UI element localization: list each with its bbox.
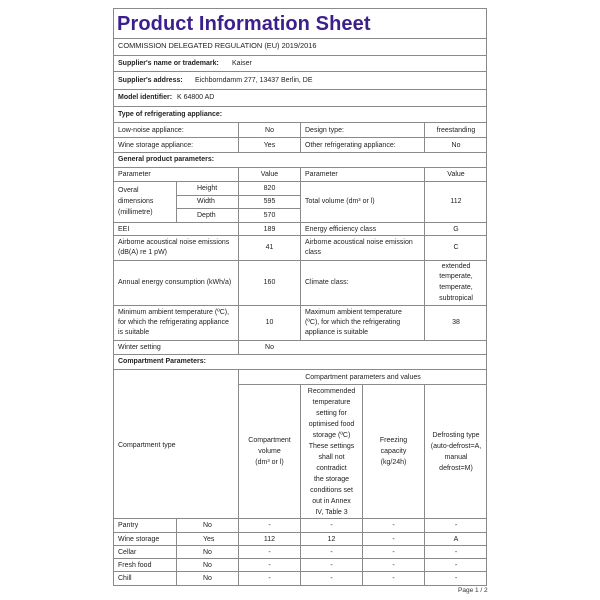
compartment-present: No xyxy=(203,549,212,556)
temp-header-7: contradict xyxy=(316,465,347,472)
energy-consumption-value: 160 xyxy=(263,279,276,286)
compartments-heading: Compartment Parameters: xyxy=(118,358,206,365)
max-temp-value: 38 xyxy=(452,319,460,326)
noise-class-label-2: class xyxy=(305,249,321,256)
compartment-temp: - xyxy=(330,575,333,582)
compartment-group-header: Compartment parameters and values xyxy=(305,374,421,381)
compartment-name: Wine storage xyxy=(118,536,160,543)
volume-header-2: volume xyxy=(258,448,281,455)
total-volume-value: 112 xyxy=(450,198,462,205)
compartment-name: Pantry xyxy=(118,522,139,529)
eei-value: 189 xyxy=(263,226,276,233)
compartment-present: No xyxy=(203,562,212,569)
low-noise-label: Low-noise appliance: xyxy=(118,127,184,134)
compartment-defrost: - xyxy=(454,575,458,582)
temp-header-2: setting for xyxy=(316,410,347,417)
compartment-temp: - xyxy=(330,522,333,529)
wine-storage-label: Wine storage appliance: xyxy=(118,142,194,149)
param-column-header-right: Parameter xyxy=(305,171,338,178)
max-temp-label-2: (ºC), for which the refrigerating xyxy=(305,319,401,326)
page-number: Page 1 / 2 xyxy=(458,587,488,594)
winter-setting-value: No xyxy=(265,344,274,351)
compartment-freezing: - xyxy=(392,522,395,529)
volume-header-1: Compartment xyxy=(248,437,291,444)
compartment-name: Chill xyxy=(118,575,132,582)
supplier-name-label: Supplier's name or trademark: xyxy=(118,60,219,67)
supplier-name-value: Kaiser xyxy=(232,60,252,67)
supplier-address-label: Supplier's address: xyxy=(118,77,183,84)
noise-label-1: Airborne acoustical noise emissions xyxy=(118,239,230,246)
compartment-present: No xyxy=(203,522,212,529)
page-title: Product Information Sheet xyxy=(117,13,371,35)
max-temp-label-1: Maximum ambient temperature xyxy=(305,309,402,316)
temp-header-10: out in Annex xyxy=(312,498,351,505)
compartment-present: No xyxy=(203,575,212,582)
dimensions-label-3: (millimetre) xyxy=(118,209,153,216)
compartment-temp: 12 xyxy=(327,536,336,543)
climate-class-label: Climate class: xyxy=(305,279,349,286)
noise-class-label-1: Airborne acoustical noise emission xyxy=(305,239,413,246)
temp-header-0: Recommended xyxy=(307,388,356,395)
compartment-volume: - xyxy=(268,575,271,582)
freezing-header-3: (kg/24h) xyxy=(380,459,407,466)
compartment-defrost: - xyxy=(454,549,458,556)
min-temp-label-2: for which the refrigerating appliance xyxy=(118,319,229,326)
climate-value-1: extended xyxy=(441,263,471,270)
value-column-header: Value xyxy=(260,171,279,178)
dimensions-label-2: dimensions xyxy=(118,198,154,205)
temp-header-9: conditions set xyxy=(310,487,353,494)
eei-label: EEI xyxy=(118,226,130,233)
noise-value: 41 xyxy=(265,244,274,251)
value-column-header-right: Value xyxy=(447,171,465,178)
model-identifier-value: K 64800 AD xyxy=(177,94,215,101)
supplier-address-value: Eichborndamm 277, 13437 Berlin, DE xyxy=(195,77,313,84)
depth-label: Depth xyxy=(197,212,216,219)
temp-header-1: temperature xyxy=(312,399,351,406)
compartment-type-header: Compartment type xyxy=(118,442,176,449)
energy-consumption-label: Annual energy consumption (kWh/a) xyxy=(118,279,232,286)
compartment-defrost: - xyxy=(454,522,458,529)
height-value: 820 xyxy=(263,185,276,192)
defrost-header-4: defrost=M) xyxy=(439,465,473,472)
compartment-freezing: - xyxy=(392,575,395,582)
compartment-name: Cellar xyxy=(118,549,137,556)
general-heading: General product parameters: xyxy=(118,156,215,163)
width-label: Width xyxy=(197,198,215,205)
compartment-volume: - xyxy=(268,522,271,529)
height-label: Height xyxy=(197,185,218,192)
param-column-header: Parameter xyxy=(118,171,151,178)
regulation-text: COMMISSION DELEGATED REGULATION (EU) 2019/2016 xyxy=(118,41,317,50)
temp-header-6: shall not xyxy=(318,454,345,461)
compartment-freezing: - xyxy=(392,549,395,556)
compartment-freezing: - xyxy=(392,536,395,543)
temp-header-8: the storage xyxy=(313,476,350,483)
compartment-name: Fresh food xyxy=(118,562,152,569)
max-temp-label-3: appliance is suitable xyxy=(305,329,369,336)
energy-class-label: Energy efficiency class xyxy=(305,226,377,233)
defrost-header-1: Defrosting type xyxy=(432,432,480,439)
model-identifier-label: Model identifier: xyxy=(118,94,173,101)
freezing-header-1: Freezing xyxy=(379,437,408,444)
climate-value-2: temperate, xyxy=(439,273,473,280)
winter-setting-label: Winter setting xyxy=(118,344,161,351)
other-appliance-label: Other refrigerating appliance: xyxy=(305,142,396,149)
compartment-freezing: - xyxy=(392,562,395,569)
defrost-header-3: manual xyxy=(444,454,468,461)
other-appliance-value: No xyxy=(451,142,461,149)
compartment-defrost: A xyxy=(453,536,459,543)
compartment-volume: - xyxy=(268,562,271,569)
defrost-header-2: (auto-defrost=A, xyxy=(430,443,482,450)
temp-header-11: IV, Table 3 xyxy=(315,509,348,516)
energy-class-value: G xyxy=(453,226,459,233)
wine-storage-value: Yes xyxy=(263,142,276,149)
type-heading: Type of refrigerating appliance: xyxy=(118,111,223,118)
design-type-label: Design type: xyxy=(305,127,344,134)
compartment-temp: - xyxy=(330,549,333,556)
design-type-value: freestanding xyxy=(436,127,476,134)
volume-header-3: (dm³ or l) xyxy=(255,459,284,466)
temp-header-3: optimised food xyxy=(308,421,355,428)
compartment-present: Yes xyxy=(203,536,215,543)
temp-header-4: storage (ºC) xyxy=(312,432,351,439)
dimensions-label-1: Overal xyxy=(118,187,139,194)
depth-value: 570 xyxy=(263,212,276,219)
compartment-temp: - xyxy=(330,562,333,569)
noise-label-2: (dB(A) re 1 pW) xyxy=(118,249,168,256)
climate-value-4: subtropical xyxy=(439,295,473,302)
width-value: 595 xyxy=(263,198,276,205)
low-noise-value: No xyxy=(265,127,274,134)
min-temp-label-1: Minimum ambient temperature (ºC), xyxy=(118,309,230,316)
compartment-volume: - xyxy=(268,549,271,556)
compartment-volume: 112 xyxy=(263,536,276,543)
noise-class-value: C xyxy=(453,244,459,251)
temp-header-5: These settings xyxy=(308,443,355,450)
min-temp-value: 10 xyxy=(265,319,274,326)
min-temp-label-3: is suitable xyxy=(118,329,150,336)
compartment-defrost: - xyxy=(454,562,458,569)
freezing-header-2: capacity xyxy=(380,448,407,455)
total-volume-label: Total volume (dm³ or l) xyxy=(305,198,375,205)
climate-value-3: temperate, xyxy=(439,284,473,291)
